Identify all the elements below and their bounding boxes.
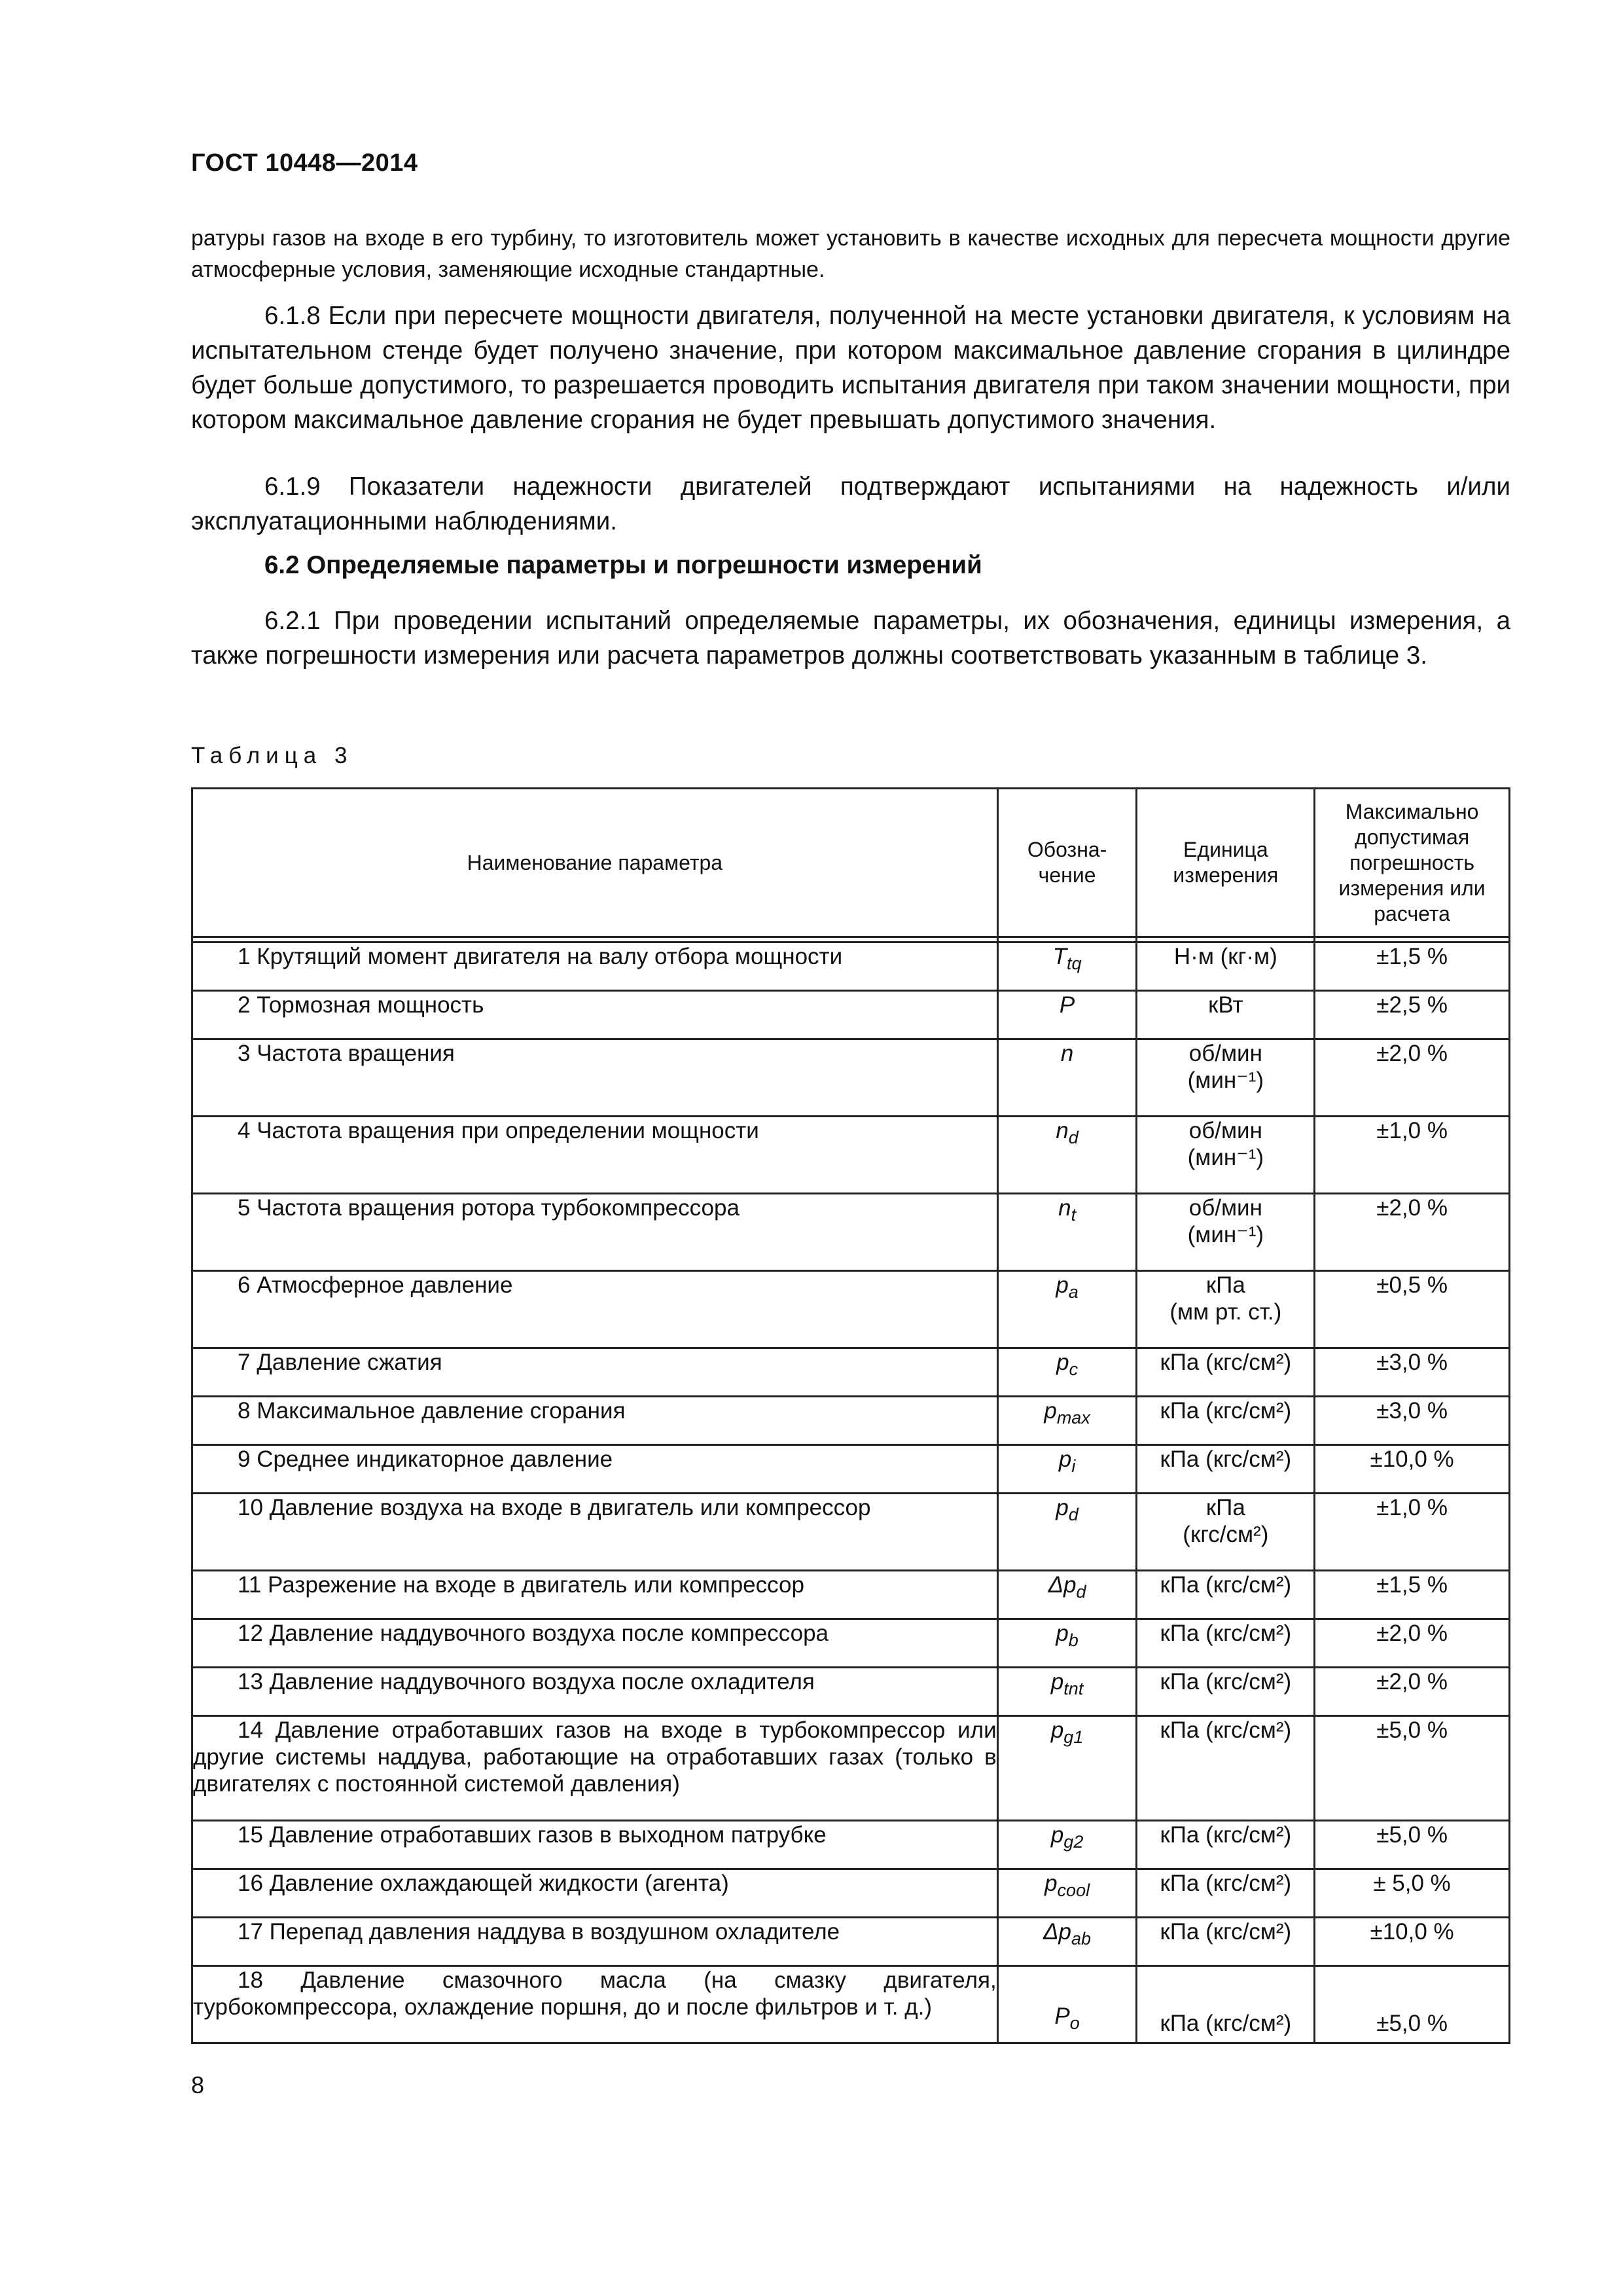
parameter-symbol: P	[997, 991, 1137, 1039]
page-number: 8	[191, 2072, 205, 2098]
parameter-name: 2 Тормозная мощность	[192, 991, 998, 1039]
paragraph-6-1-9: 6.1.9 Показатели надежности двигателей подтверждают испытаниями на надежность и/или эксплуатационными наблюдениями.	[191, 473, 1510, 535]
parameter-symbol: $\Delta p_{ab}$	[997, 1918, 1137, 1966]
table-body	[192, 937, 1510, 2043]
parameter-error: ±2,5 %	[1315, 991, 1510, 1039]
table-caption: Таблица 3	[191, 743, 353, 768]
parameters-table	[191, 787, 1510, 2044]
parameter-unit: кПа (кгс/см²)	[1137, 1918, 1315, 1966]
parameter-name: 13 Давление наддувочного воздуха после охладителя	[192, 1668, 998, 1716]
parameter-unit: кВт	[1137, 991, 1315, 1039]
table-row	[192, 1397, 1510, 1445]
parameter-symbol: $p_c$	[997, 1348, 1137, 1397]
table-row	[192, 1117, 1510, 1194]
parameter-unit: об/мин (мин⁻¹)	[1137, 1194, 1315, 1271]
parameter-unit: Н·м (кг·м)	[1137, 942, 1315, 991]
parameter-name: 5 Частота вращения ротора турбокомпрессора	[192, 1194, 998, 1271]
table-row	[192, 1194, 1510, 1271]
table-row	[192, 1445, 1510, 1494]
header-separator	[192, 937, 1510, 942]
parameter-symbol: $p_i$	[997, 1445, 1137, 1494]
intro-paragraph: ратуры газов на входе в его турбину, то изготовитель может установить в качестве исходных для пересчета мощности другие атмосферные условия, заменяющие исходные стандартные.	[191, 226, 1510, 282]
parameter-symbol: n	[997, 1039, 1137, 1117]
parameter-symbol: $p_{g1}$	[997, 1716, 1137, 1821]
parameter-symbol: $P_o$	[997, 1966, 1137, 2043]
parameter-name: 14 Давление отработавших газов на входе в турбокомпрессор или другие системы наддува, работающие на отработавших газах (только в двигателях с постоянной системой давления)	[192, 1716, 998, 1821]
parameter-symbol: $p_{tnt}$	[997, 1668, 1137, 1716]
table-row	[192, 1821, 1510, 1869]
parameter-error: ±3,0 %	[1315, 1397, 1510, 1445]
parameter-unit: кПа (кгс/см²)	[1137, 1668, 1315, 1716]
parameter-unit: кПа (кгс/см²)	[1137, 1494, 1315, 1571]
parameter-error: ±5,0 %	[1315, 1821, 1510, 1869]
parameter-unit: кПа (кгс/см²)	[1137, 1619, 1315, 1668]
table-row	[192, 1869, 1510, 1918]
header-error: Максимально допустимая погрешность измерения или расчета	[1315, 789, 1510, 937]
table-row	[192, 942, 1510, 991]
table-row	[192, 1966, 1510, 2043]
parameter-error: ±2,0 %	[1315, 1619, 1510, 1668]
parameter-name: 4 Частота вращения при определении мощности	[192, 1117, 998, 1194]
parameter-unit: об/мин (мин⁻¹)	[1137, 1039, 1315, 1117]
parameter-name: 9 Среднее индикаторное давление	[192, 1445, 998, 1494]
table-row	[192, 1668, 1510, 1716]
parameter-error: ±2,0 %	[1315, 1039, 1510, 1117]
table-row	[192, 1619, 1510, 1668]
parameter-symbol: $p_{g2}$	[997, 1821, 1137, 1869]
parameter-error: ±2,0 %	[1315, 1668, 1510, 1716]
parameter-name: 1 Крутящий момент двигателя на валу отбора мощности	[192, 942, 998, 991]
parameter-name: 8 Максимальное давление сгорания	[192, 1397, 998, 1445]
table-row	[192, 1348, 1510, 1397]
parameter-error: ±10,0 %	[1315, 1918, 1510, 1966]
parameter-symbol: $p_a$	[997, 1271, 1137, 1348]
parameter-name: 11 Разрежение на входе в двигатель или компрессор	[192, 1571, 998, 1619]
parameter-error: ±1,0 %	[1315, 1117, 1510, 1194]
parameter-name: 15 Давление отработавших газов в выходном патрубке	[192, 1821, 998, 1869]
parameter-name: 3 Частота вращения	[192, 1039, 998, 1117]
table-row	[192, 1716, 1510, 1821]
parameter-error: ±1,5 %	[1315, 942, 1510, 991]
parameter-error: ±2,0 %	[1315, 1194, 1510, 1271]
paragraph-6-1-8: 6.1.8 Если при пересчете мощности двигателя, полученной на месте установки двигателя, к условиям на испытательном стенде будет получено значение, при котором максимальное давление сгорания в цилиндре будет больше допустимого, то разрешается проводить испытания двигателя при таком значении мощности, при котором максимальное давление сгорания не будет превышать допустимого значения.	[191, 302, 1510, 434]
parameter-unit: кПа (кгс/см²)	[1137, 1966, 1315, 2043]
document-header: ГОСТ 10448—2014	[191, 149, 418, 177]
table-row	[192, 1571, 1510, 1619]
parameter-symbol: $p_b$	[997, 1619, 1137, 1668]
parameter-unit: кПа (кгс/см²)	[1137, 1821, 1315, 1869]
parameter-error: ±5,0 %	[1315, 1716, 1510, 1821]
parameter-error: ±5,0 %	[1315, 1966, 1510, 2043]
parameter-symbol: $p_d$	[997, 1494, 1137, 1571]
header-name: Наименование параметра	[192, 789, 998, 937]
parameter-symbol: $\Delta p_d$	[997, 1571, 1137, 1619]
parameter-error: ±1,5 %	[1315, 1571, 1510, 1619]
parameter-unit: кПа (кгс/см²)	[1137, 1571, 1315, 1619]
parameter-name: 6 Атмосферное давление	[192, 1271, 998, 1348]
parameter-symbol: $T_{tq}$	[997, 942, 1137, 991]
parameter-name: 7 Давление сжатия	[192, 1348, 998, 1397]
parameter-unit: кПа (кгс/см²)	[1137, 1445, 1315, 1494]
parameter-symbol: $n_d$	[997, 1117, 1137, 1194]
parameter-name: 18 Давление смазочного масла (на смазку двигателя, турбокомпрессора, охлаждение поршня, до и после фильтров и т. д.)	[192, 1966, 998, 2043]
header-symbol: Обозна- чение	[997, 789, 1137, 937]
parameter-error: ±10,0 %	[1315, 1445, 1510, 1494]
parameter-name: 16 Давление охлаждающей жидкости (агента)	[192, 1869, 998, 1918]
table-row	[192, 1918, 1510, 1966]
parameter-name: 17 Перепад давления наддува в воздушном охладителе	[192, 1918, 998, 1966]
parameter-error: ±1,0 %	[1315, 1494, 1510, 1571]
parameter-symbol: $p_{cool}$	[997, 1869, 1137, 1918]
parameter-symbol: $p_{max}$	[997, 1397, 1137, 1445]
parameter-unit: кПа (кгс/см²)	[1137, 1348, 1315, 1397]
parameter-unit: кПа (кгс/см²)	[1137, 1716, 1315, 1821]
table-row	[192, 1039, 1510, 1117]
section-title-6-2: 6.2 Определяемые параметры и погрешности измерений	[264, 551, 982, 579]
header-unit: Единица измерения	[1137, 789, 1315, 937]
table-row	[192, 991, 1510, 1039]
parameter-error: ±0,5 %	[1315, 1271, 1510, 1348]
parameter-name: 12 Давление наддувочного воздуха после компрессора	[192, 1619, 998, 1668]
parameter-unit: кПа (мм рт. ст.)	[1137, 1271, 1315, 1348]
parameter-name: 10 Давление воздуха на входе в двигатель или компрессор	[192, 1494, 998, 1571]
parameter-unit: кПа (кгс/см²)	[1137, 1397, 1315, 1445]
parameter-error: ± 5,0 %	[1315, 1869, 1510, 1918]
table-row	[192, 1271, 1510, 1348]
table-header-row	[192, 789, 1510, 937]
parameter-unit: кПа (кгс/см²)	[1137, 1869, 1315, 1918]
parameter-error: ±3,0 %	[1315, 1348, 1510, 1397]
table-row	[192, 1494, 1510, 1571]
parameter-unit: об/мин (мин⁻¹)	[1137, 1117, 1315, 1194]
paragraph-6-2-1: 6.2.1 При проведении испытаний определяемые параметры, их обозначения, единицы измерения, а также погрешности измерения или расчета параметров должны соответствовать указанным в таблице 3.	[191, 607, 1510, 670]
parameter-symbol: $n_t$	[997, 1194, 1137, 1271]
